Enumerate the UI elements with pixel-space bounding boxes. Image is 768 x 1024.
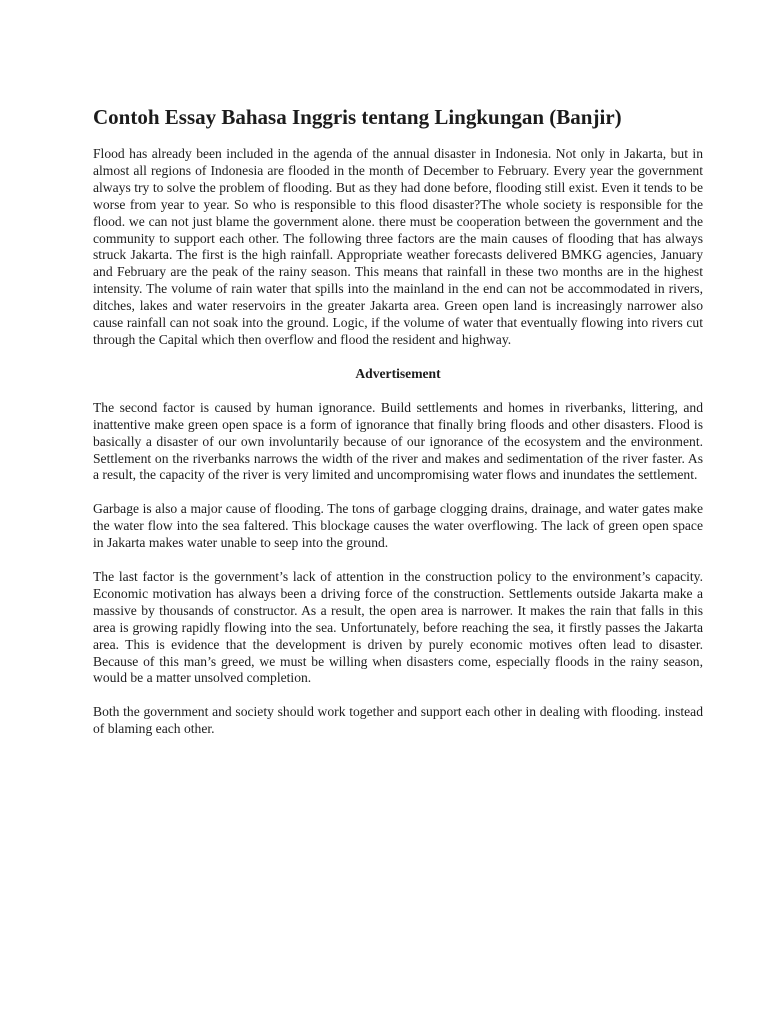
body-paragraph: The last factor is the government’s lack of attention in the construction policy to the environment’s capacity. Economic motivation has always been a driving force of the construction. Settlements outside Jakarta make a massive by thousands of constructor. As a result, the open area is narrower. It makes the rain that falls in this area is growing rapidly flowing into the sea. Unfortunately, before reaching the sea, it firstly passes the Jakarta area. This is evidence that the development is driven by purely economic motives often lead to disaster. Because of this man’s greed, we must be willing when disasters come, especially floods in the rainy season, would be a matter unsolved completion.: [93, 569, 703, 686]
body-paragraph: The second factor is caused by human ignorance. Build settlements and homes in riverbanks, littering, and inattentive make green open space is a form of ignorance that finally bring floods and other disasters. Flood is basically a disaster of our own involuntarily because of our ignorance of the ecosystem and the environment. Settlement on the riverbanks narrows the width of the river and makes and sedimentation of the river faster. As a result, the capacity of the river is very limited and uncompromising water flows and inundates the settlement.: [93, 399, 703, 483]
document-title: Contoh Essay Bahasa Inggris tentang Lingkungan (Banjir): [93, 105, 622, 129]
body-paragraph: Flood has already been included in the agenda of the annual disaster in Indonesia. Not only in Jakarta, but in almost all regions of Indonesia are flooded in the month of December to February. Every year the government always try to solve the problem of flooding. But as they had done before, flooding still exist. Even it tends to be worse from year to year. So who is responsible to this flood disaster?The whole society is responsible for the flood. we can not just blame the government alone. there must be cooperation between the government and the community to support each other. The following three factors are the main causes of flooding that has always struck Jakarta. The first is the high rainfall. Appropriate weather forecasts delivered BMKG agencies, January and February are the peak of the rainy season. This means that rainfall in these two months are in the highest intensity. The volume of rain water that spills into the mainland in the end can not be accommodated in rivers, ditches, lakes and water reservoirs in the greater Jakarta area. Green open land is increasingly narrower also cause rainfall can not soak into the ground. Logic, if the volume of water that eventually flowing into rivers cut through the Capital which then overflow and flood the resident and highway.: [93, 146, 703, 347]
body-paragraph: Both the government and society should work together and support each other in dealing with flooding. instead of blaming each other.: [93, 704, 703, 737]
body-paragraph: Garbage is also a major cause of flooding. The tons of garbage clogging drains, drainage, and water gates make the water flow into the sea faltered. This blockage causes the water overflowing. The lack of green open space in Jakarta makes water unable to seep into the ground.: [93, 501, 703, 551]
document-page: [93, 104, 703, 755]
advertisement-label: Advertisement: [355, 365, 441, 381]
